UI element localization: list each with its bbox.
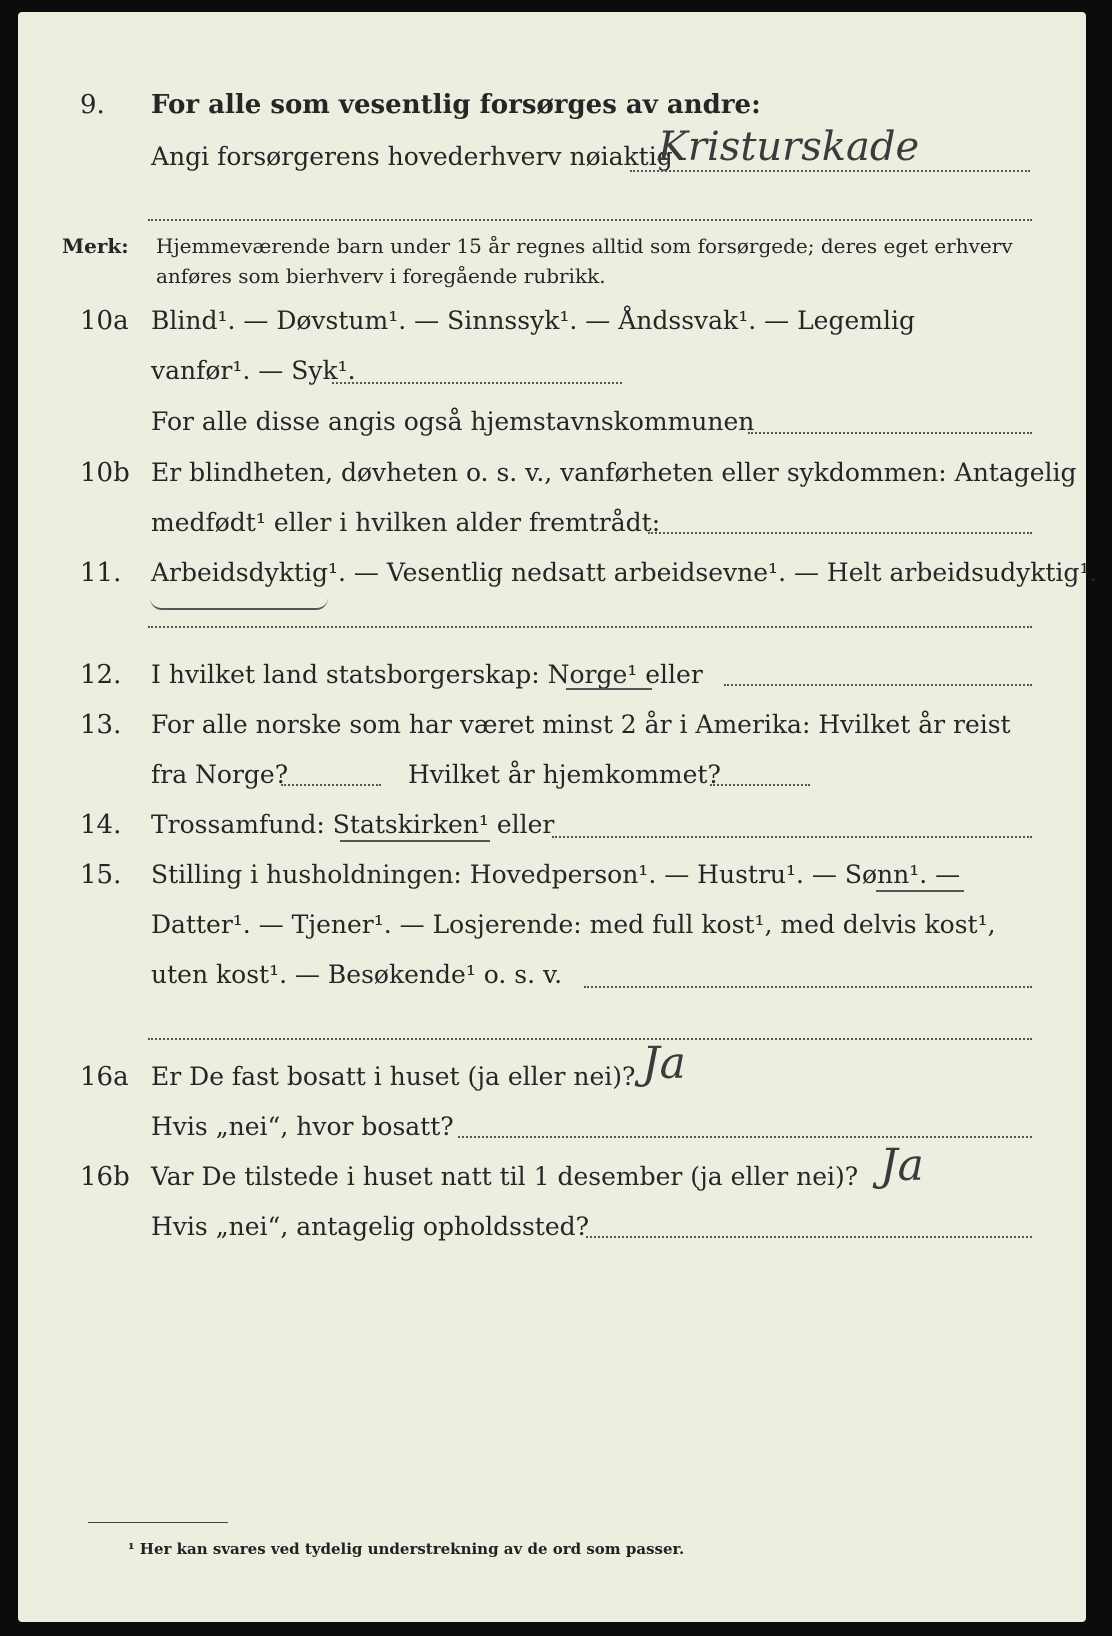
merk-line1: Hjemmeværende barn under 15 år regnes alltid som forsørgede; deres eget erhverv <box>156 234 1013 258</box>
q13-line1: For alle norske som har været minst 2 år i Amerika: Hvilket år reist <box>151 710 1011 739</box>
q10b-line2: medfødt¹ eller i hvilken alder fremtrådt: <box>151 508 661 537</box>
q14-line1: Trossamfund: Statskirken¹ eller <box>151 810 555 839</box>
q10b-field[interactable] <box>648 532 1032 534</box>
q10a-line1: Blind¹. — Døvstum¹. — Sinnssyk¹. — Åndssvak¹. — Legemlig <box>151 306 915 335</box>
q16b-line2: Hvis „nei“, antagelig opholdssted? <box>151 1212 590 1241</box>
q13-line2a: fra Norge? <box>151 760 289 789</box>
merk-label: Merk: <box>62 234 129 258</box>
q15-line2: Datter¹. — Tjener¹. — Losjerende: med full kost¹, med delvis kost¹, <box>151 910 996 939</box>
q11-handwritten-underline <box>150 598 328 610</box>
q13-number: 13. <box>80 710 122 740</box>
q15-extra-field[interactable] <box>148 1038 1032 1040</box>
q16b-field[interactable] <box>586 1236 1032 1238</box>
q15-line1: Stilling i husholdningen: Hovedperson¹. — Hustru¹. — Sønn¹. — <box>151 860 961 889</box>
q10a-line2: vanfør¹. — Syk¹. <box>151 356 356 385</box>
q16b-handwritten-answer: Ja <box>880 1140 924 1191</box>
merk-line2: anføres som bierhverv i foregående rubrikk. <box>156 264 606 288</box>
q16a-handwritten-answer: Ja <box>642 1038 686 1089</box>
q12-handwritten-underline <box>566 688 652 690</box>
q13-line2b: Hvilket år hjemkommet? <box>408 760 721 789</box>
q13-reist-field[interactable] <box>281 784 381 786</box>
q15-handwritten-underline <box>876 890 964 892</box>
q15-line3: uten kost¹. — Besøkende¹ o. s. v. <box>151 960 563 989</box>
q10a-line3: For alle disse angis også hjemstavnskommunen <box>151 407 755 436</box>
q15-number: 15. <box>80 860 122 890</box>
q9-number: 9. <box>80 90 105 120</box>
q9-label: Angi forsørgerens hovederhverv nøiaktig <box>151 142 673 171</box>
q10b-number: 10b <box>80 458 130 488</box>
q10a-number: 10a <box>80 306 129 336</box>
q16a-line2: Hvis „nei“, hvor bosatt? <box>151 1112 454 1141</box>
q11-answer-field[interactable] <box>148 626 1032 628</box>
q12-line1: I hvilket land statsborgerskap: Norge¹ eller <box>151 660 703 689</box>
q10a-syk-field[interactable] <box>332 382 622 384</box>
footnote: ¹ Her kan svares ved tydelig understrekning av de ord som passer. <box>128 1540 685 1558</box>
q12-field[interactable] <box>724 684 1032 686</box>
q12-number: 12. <box>80 660 122 690</box>
q14-field[interactable] <box>552 836 1032 838</box>
q16a-line1: Er De fast bosatt i huset (ja eller nei)? <box>151 1062 636 1091</box>
q16b-number: 16b <box>80 1162 130 1192</box>
q16a-number: 16a <box>80 1062 129 1092</box>
q11-line1: Arbeidsdyktig¹. — Vesentlig nedsatt arbeidsevne¹. — Helt arbeidsudyktig¹. <box>151 558 1098 587</box>
q14-handwritten-underline <box>340 840 490 842</box>
q15-field[interactable] <box>584 986 1032 988</box>
q16b-line1: Var De tilstede i huset natt til 1 desember (ja eller nei)? <box>151 1162 859 1191</box>
q9-title: For alle som vesentlig forsørges av andre: <box>151 90 761 120</box>
q11-number: 11. <box>80 558 122 588</box>
q14-number: 14. <box>80 810 122 840</box>
footnote-divider <box>88 1522 228 1523</box>
separator <box>148 219 1032 221</box>
q10b-line1: Er blindheten, døvheten o. s. v., vanførheten eller sykdommen: Antagelig <box>151 458 1077 487</box>
q16a-field[interactable] <box>458 1136 1032 1138</box>
q9-handwritten-answer: Kristurskade <box>658 124 920 170</box>
q13-hjemkommet-field[interactable] <box>710 784 810 786</box>
q9-answer-field[interactable] <box>630 170 1030 172</box>
q10a-hjemstavn-field[interactable] <box>748 432 1032 434</box>
form-page <box>18 12 1098 1622</box>
